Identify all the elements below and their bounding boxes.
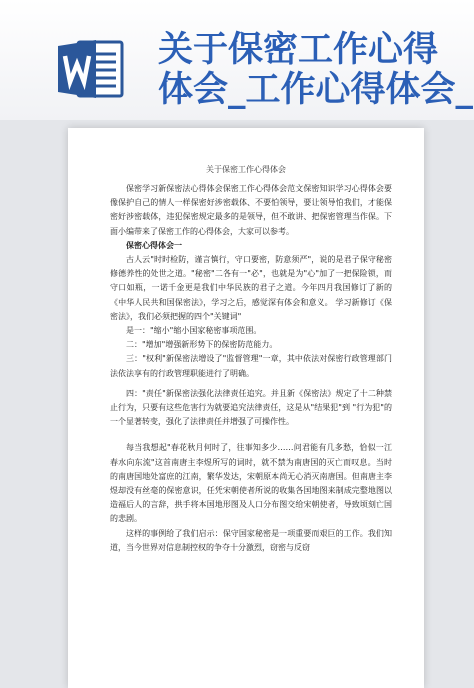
document-page: [68, 128, 424, 688]
banner-title-line-1: 关于保密工作心得: [158, 30, 439, 70]
section-heading: 保密心得体会一: [126, 240, 182, 250]
body-paragraph: 古人云"时时检防，谨言慎行，守口要密，防意须严"，说的是君子保守秘密修德养性的处世之道。"秘密"二各有一"必"，也就是为"心"加了一把保险锁，而守口如瓶，一诺千金更是我们中华民族的君子之道。今年四月我国修订了新的《中华人民共和国保密法》，学习之后，感觉深有体会和意义。 学习新修订《保密法》，我们必须把握的四个"关键词": [110, 255, 392, 321]
intro-paragraph: 保密学习新保密法心得体会保密工作心得体会范文保密知识学习心得体会要像保护自己的情人一样保密好涉密载体、不要怕领导，要让领导怕我们，才能保密好涉密载体，违犯保密规定最多的是领导，但不敢讲、把保密管理当作保。下面小编带来了保密工作的心得体会，大家可以参考。: [110, 184, 392, 236]
document-header: 关于保密工作心得体会: [206, 165, 286, 174]
word-document-icon: [58, 38, 124, 100]
body-paragraph: 是一："缩小"缩小国家秘密事项范围。: [126, 326, 262, 336]
title-banner: [0, 0, 474, 120]
banner-title-line-2: 体会_工作心得体会_: [158, 70, 474, 110]
body-paragraph: 三："权利"新保密法增设了"监督管理"一章，其中依法对保密行政管理部门法依法享有的行政管理职能进行了明确。: [110, 354, 392, 378]
document-body: [110, 182, 392, 555]
body-paragraph: 每当我想起"春花秋月何时了，往事知多少……问君能有几多愁，恰似一江春水向东流"这首南唐主李煜所写的词时，就不禁为南唐国的灭亡而叹息。当时的南唐国地处富庶的江南，繁华发达，宋朝原本尚无心消灭南唐国。但南唐主李煜却没有丝毫的保密意识，任凭宋朝使者所说的收集各国地图来制成完整地图以造福后人的言辞，拱手将本国地形图及人口分布图交给宋朝使者，导致顷刻亡国的悲剧。: [110, 443, 392, 524]
body-paragraph: 这样的事例给了我们启示：保守国家秘密是一项重要而艰巨的工作。我们知道，当今世界对信息制控权的争夺十分激烈，窃密与反窃: [110, 528, 392, 552]
body-paragraph: 二："增加"增强新形势下的保密防范能力。: [126, 340, 278, 350]
body-paragraph: 四："责任"新保密法强化法律责任追究。并且新《保密法》规定了十二种禁止行为，只要有这些危害行为就要追究法律责任，这是从"结果犯"到 "行为犯"的一个显著转变，强化了法律责任并增强了可操作性。: [110, 388, 392, 427]
